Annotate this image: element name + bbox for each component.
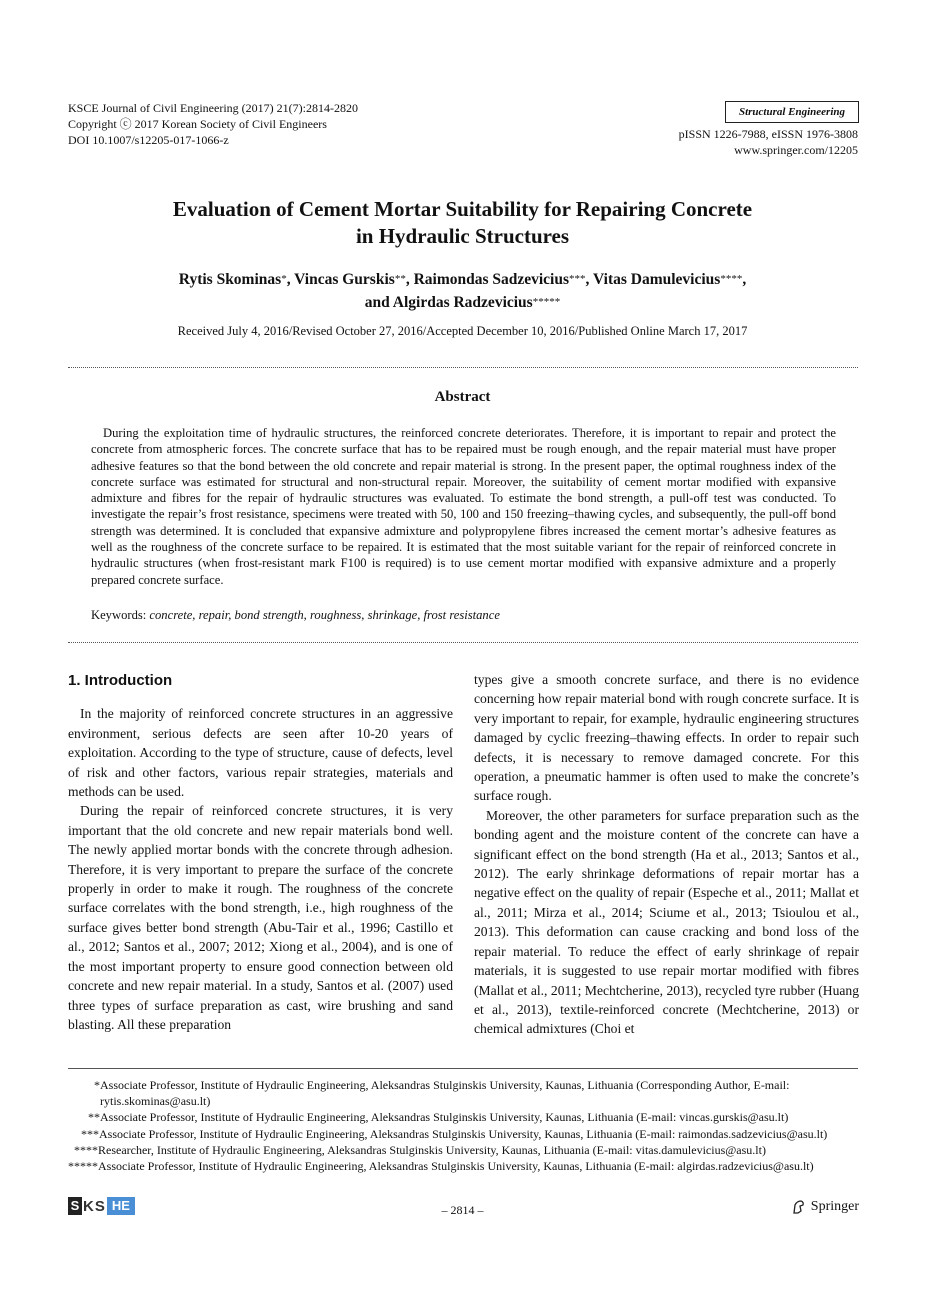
paper-title <box>100 196 825 250</box>
author-3-mark: *** <box>569 273 586 285</box>
footnote-4: ****Researcher, Institute of Hydraulic Engineering, Aleksandras Stulginskis University, Kaunas, Lithuania (E-mail: vitas.damulevicius@asu.lt) <box>74 1142 766 1157</box>
authors: Rytis Skominas*, Vincas Gurskis**, Raimondas Sadzevicius***, Vitas Damulevicius****, and Algirdas Radzevicius***** <box>178 271 747 311</box>
abstract-body <box>91 425 836 588</box>
doi: DOI 10.1007/s12205-017-1066-z <box>68 133 229 147</box>
footnotes <box>68 1077 858 1174</box>
author-2-mark: ** <box>394 273 406 285</box>
abstract-title: Abstract <box>434 389 491 405</box>
paragraph-left-2: During the repair of reinforced concrete structures, it is very important that the old concrete and new repair materials bond well. The newly applied mortar bonds with the concrete through adhesion. Therefore, it is very important to prepare the surface of the concrete properly in order to make it rough. The roughness of the concrete surface correlates with the bond strength, i.e., high roughness of the surface gives better bond strength (Abu-Tair et al., 1996; Castillo et al., 2012; Santos et al., 2007; 2012; Xiong et al., 2004), and is one of the most important property to ensure good connection between old concrete and new repair material. In a study, Santos et al. (2007) used three types of surface preparation as cast, wire brushing and sand blasting. All these preparation <box>68 803 453 1032</box>
section-title-introduction: 1. Introduction <box>68 672 173 689</box>
divider-top <box>68 367 858 368</box>
received-dates: Received July 4, 2016/Revised October 27, 2016/Accepted December 10, 2016/Published Online March 17, 2017 <box>177 324 748 338</box>
journal-citation: KSCE Journal of Civil Engineering (2017) 21(7):2814-2820 <box>68 101 358 115</box>
section-badge: Structural Engineering <box>725 101 859 123</box>
author-4-mark: **** <box>720 273 743 285</box>
springer-logo <box>791 1199 859 1215</box>
author-5: and Algirdas Radzevicius <box>364 294 533 311</box>
left-column <box>68 670 453 1034</box>
footnote-1-cont: rytis.skominas@asu.lt) <box>100 1094 211 1109</box>
springer-wordmark: Springer <box>810 1199 859 1214</box>
springer-horse-icon <box>791 1199 807 1215</box>
author-1: Rytis Skominas <box>178 271 282 288</box>
keywords-list: concrete, repair, bond strength, roughness, shrinkage, frost resistance <box>149 608 500 622</box>
keywords <box>91 608 836 623</box>
page-number: – 2814 – <box>441 1203 484 1217</box>
author-4: Vitas Damulevicius <box>593 271 721 288</box>
footnote-3: ***Associate Professor, Institute of Hydraulic Engineering, Aleksandras Stulginskis University, Kaunas, Lithuania (E-mail: raimondas.sadzevicius@asu.lt) <box>81 1126 828 1141</box>
ksce-logo-mark: S <box>68 1197 82 1215</box>
title-line-2: in Hydraulic Structures <box>355 224 570 248</box>
footnote-rule <box>68 1068 858 1069</box>
paragraph-right-1: types give a smooth concrete surface, and there is no evidence concerning how repair material bond with rough concrete surface. It is very important to repair, for example, hydraulic engineering structures damaged by cyclic freezing–thawing effects. In order to repair such defects, it is necessary to remove damaged concrete. For this operation, a pneumatic hammer is often used to make the concrete’s surface rough. <box>474 672 859 804</box>
journal-header <box>68 100 358 148</box>
title-line-1: Evaluation of Cement Mortar Suitability for Repairing Concrete <box>172 197 753 221</box>
ksce-logo-k: K <box>83 1197 94 1215</box>
footnote-2: **Associate Professor, Institute of Hydraulic Engineering, Aleksandras Stulginskis University, Kaunas, Lithuania (E-mail: vincas.gurskis@asu.lt) <box>88 1110 789 1125</box>
author-2: Vincas Gurskis <box>294 271 395 288</box>
footnote-5: *****Associate Professor, Institute of Hydraulic Engineering, Aleksandras Stulginskis University, Kaunas, Lithuania (E-mail: algirdas.radzevicius@asu.lt) <box>68 1159 814 1174</box>
footnote-1: *Associate Professor, Institute of Hydraulic Engineering, Aleksandras Stulginskis University, Kaunas, Lithuania (Corresponding Author, E-mail: <box>94 1078 790 1092</box>
author-1-mark: * <box>281 273 287 285</box>
author-3: Raimondas Sadzevicius <box>413 271 570 288</box>
abstract-text: During the exploitation time of hydraulic structures, the reinforced concrete deteriorates. Therefore, it is important to repair and protect the concrete from atmospheric forces. The concrete surface that has to be repaired must be rough enough, and the repair material must have proper adhesive features so that the bond between the old concrete and repair material is strong. In the present paper, the optimal roughness index of the concrete surface was estimated for structural and non-structural repair. Moreover, the suitability of cement mortar modified with expansive admixture and fibres for the repair of hydraulic structures was evaluated. To estimate the bond strength, a pull-off test was conducted. To investigate the repair’s frost resistance, specimens were treated with 50, 100 and 150 freezing–thawing cycles, and subsequently, the pull-off bond strength was determined. It is concluded that expansive admixture and polypropylene fibres increased the cement mortar’s adhesive features as well as the roughness of the concrete surface to be repaired. It is estimated that the most suitable variant for the repair of reinforced concrete in hydraulic structures (when frost-resistant mark F100 is required) is to use cement mortar modified with expansive admixture and a properly prepared concrete surface. <box>91 426 836 587</box>
issn: pISSN 1226-7988, eISSN 1976-3808 <box>678 127 858 141</box>
divider-bottom <box>68 642 858 643</box>
journal-url: www.springer.com/12205 <box>734 143 858 157</box>
author-5-mark: ***** <box>532 296 561 308</box>
issn-block <box>679 126 858 158</box>
paragraph-left-1: In the majority of reinforced concrete structures in an aggressive environment, serious defects are seen after 10-20 years of exploitation. According to the type of structure, cause of defects, level of risk and other factors, various repair strategies, materials and methods can be used. <box>68 706 453 800</box>
paragraph-right-2: Moreover, the other parameters for surface preparation such as the bonding agent and the moisture content of the concrete can have a significant effect on the bond strength (Ha et al., 2013; Santos et al., 2012). The early shrinkage deformations of repair mortar has a negative effect on the quality of repair (Espeche et al., 2011; Mallat et al., 2011; Mirza et al., 2014; Sciume et al., 2013; Tsioulou et al., 2013). This deformation can cause cracking and bond loss of the repair material. To reduce the effect of early shrinkage of repair materials, it is suggested to use repair mortar modified with fibres (Mallat et al., 2011; Mechtcherine, 2013), recycled tyre rubber (Huang et al., 2013), textile-reinforced concrete (Mechtcherine, 2013) or chemical admixtures (Choi et <box>474 807 859 1037</box>
ksce-logo-c: S <box>94 1197 105 1215</box>
right-column <box>474 670 859 1039</box>
keywords-label: Keywords: <box>91 608 147 622</box>
copyright: Copyright ⓒ 2017 Korean Society of Civil Engineers <box>68 117 327 131</box>
ksce-logo-he: HE <box>107 1197 135 1215</box>
